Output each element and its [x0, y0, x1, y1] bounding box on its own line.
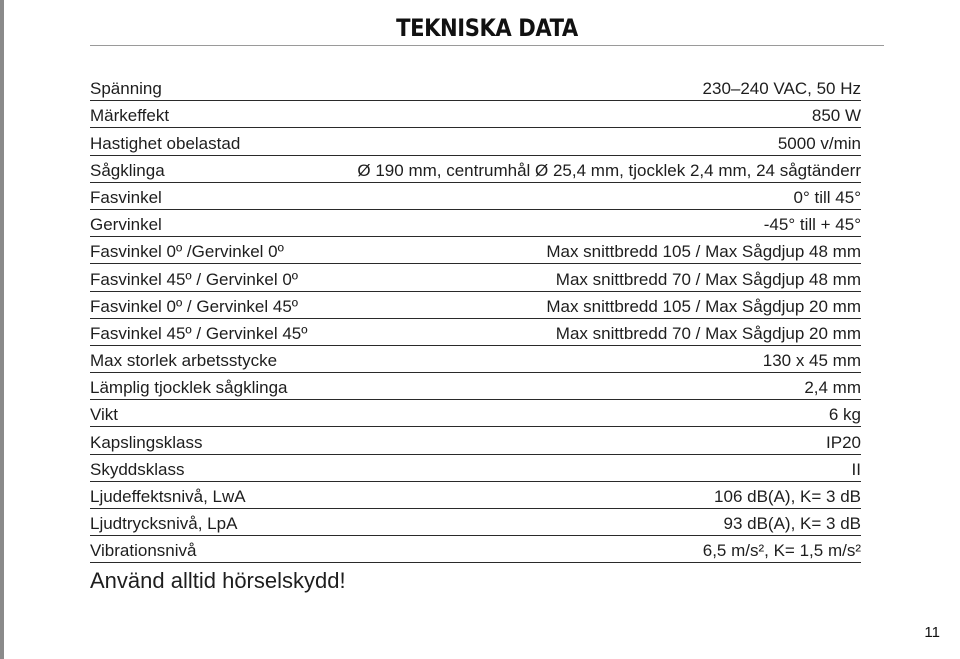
spec-row-sagklinga: [90, 156, 861, 183]
spec-label: Vibrationsnivå: [90, 541, 197, 561]
spec-label: Fasvinkel 45º / Gervinkel 45º: [90, 323, 308, 343]
spec-row-fas0-ger0: [90, 237, 861, 264]
spec-value: Ø 190 mm, centrumhål Ø 25,4 mm, tjocklek 2,4 mm, 24 sågtänderr: [357, 160, 861, 180]
spec-label: Fasvinkel 0º /Gervinkel 0º: [90, 242, 284, 262]
spec-label: Kapslingsklass: [90, 432, 203, 452]
spec-row-tjocklek: [90, 373, 861, 400]
spec-value: 230–240 VAC, 50 Hz: [702, 79, 861, 99]
spec-value: 93 dB(A), K= 3 dB: [723, 514, 861, 534]
spec-value: II: [851, 459, 861, 479]
spec-row-skyddsklass: [90, 455, 861, 482]
spec-value: 106 dB(A), K= 3 dB: [714, 487, 861, 506]
spec-row-ljudeffekt: [90, 482, 861, 509]
spec-row-fasvinkel: [90, 183, 861, 210]
spec-row-spanning: [90, 74, 861, 101]
spec-label: Märkeffekt: [90, 106, 170, 126]
spec-row-hastighet: [90, 128, 861, 155]
page-number: 11: [924, 624, 940, 641]
spec-row-vibration: [90, 536, 861, 563]
spec-value: Max snittbredd 70 / Max Sågdjup 20 mm: [555, 323, 861, 343]
spec-table: [90, 74, 861, 563]
spec-value: 130 x 45 mm: [762, 351, 861, 371]
spec-label: Hastighet obelastad: [90, 133, 241, 153]
spec-value: 0° till 45°: [793, 187, 861, 207]
spec-value: Max snittbredd 105 / Max Sågdjup 48 mm: [546, 242, 861, 262]
spec-label: Ljudtrycksnivå, LpA: [90, 514, 238, 534]
spec-row-markeffekt: [90, 101, 861, 128]
spec-row-fas45-ger45: [90, 319, 861, 346]
spec-value: 6,5 m/s², K= 1,5 m/s²: [702, 541, 861, 561]
spec-row-ljudtryck: [90, 509, 861, 536]
spec-label: Lämplig tjocklek sågklinga: [90, 378, 288, 398]
spec-row-fas45-ger0: [90, 264, 861, 291]
spec-label: Ljudeffektsnivå, LwA: [90, 487, 246, 506]
spec-value: Max snittbredd 70 / Max Sågdjup 48 mm: [555, 269, 861, 289]
spec-label: Vikt: [90, 405, 119, 425]
spec-label: Fasvinkel 0º / Gervinkel 45º: [90, 296, 299, 316]
spec-label: Gervinkel: [90, 215, 162, 235]
page-title: TEKNISKA DATA: [396, 14, 578, 42]
hearing-protection-notice: Använd alltid hörselskydd!: [90, 568, 346, 593]
title-divider: [90, 45, 884, 46]
spec-value: 2,4 mm: [804, 378, 861, 398]
spec-value: 6 kg: [828, 405, 861, 425]
spec-row-max-storlek: [90, 346, 861, 373]
spec-row-fas0-ger45: [90, 292, 861, 319]
spec-label: Spänning: [90, 79, 162, 99]
spec-label: Sågklinga: [90, 160, 165, 180]
spec-label: Skyddsklass: [90, 459, 185, 479]
spec-row-gervinkel: [90, 210, 861, 237]
spec-value: -45° till + 45°: [763, 215, 861, 235]
spec-label: Max storlek arbetsstycke: [90, 351, 278, 371]
spec-value: IP20: [826, 432, 861, 452]
page-edge: [0, 0, 4, 659]
spec-value: 850 W: [811, 106, 861, 126]
spec-row-kapslingsklass: [90, 427, 861, 454]
spec-value: 5000 v/min: [777, 133, 861, 153]
spec-value: Max snittbredd 105 / Max Sågdjup 20 mm: [546, 296, 861, 316]
spec-label: Fasvinkel: [90, 187, 162, 207]
spec-label: Fasvinkel 45º / Gervinkel 0º: [90, 269, 299, 289]
spec-row-vikt: [90, 400, 861, 427]
